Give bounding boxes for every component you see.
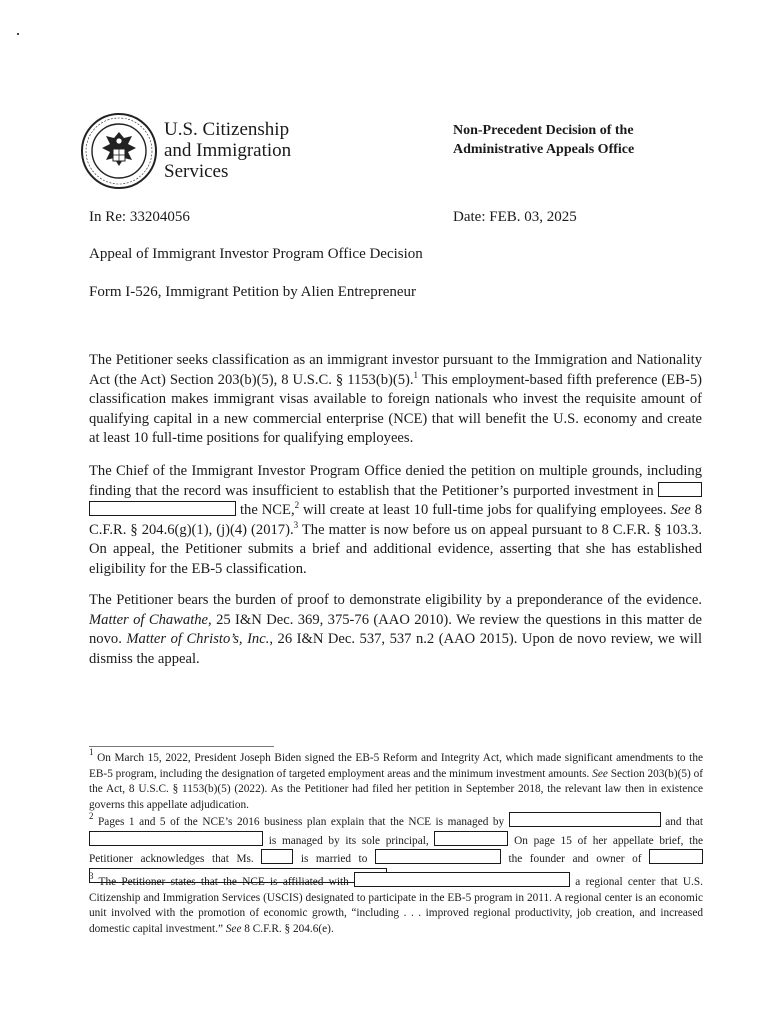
- footnote-number: 1: [89, 747, 94, 757]
- form-title: Form I-526, Immigrant Petition by Alien Entrepreneur: [89, 284, 417, 300]
- fn1-text-a: On March 15, 2022, President Joseph Biden signed the EB-5 Reform and Integrity Act, which made significant amendments to the EB-5 program, including the designation of targeted employment areas and the minimum investment amounts.: [89, 752, 703, 780]
- footnote-ref-2: 2: [294, 500, 300, 511]
- paragraph-3: [89, 591, 702, 669]
- fn3-text-b: a regional center that U.S. Citizenship and Immigration Services (USCIS) designated to participate in the EB-5 program in 2011. A regional center is an economic unit involved with the promotion of economic growth, “including . . . improved regional productivity, job creation, and increased domestic capital investment.”: [89, 876, 703, 935]
- redaction-box: [354, 872, 570, 887]
- redaction-box: [89, 831, 263, 846]
- appeal-subject: Appeal of Immigrant Investor Program Office Decision: [89, 246, 423, 262]
- footnote-ref-1: 1: [413, 369, 419, 380]
- p3-text-c: , 26 I&N Dec. 537, 537 n.2 (AAO 2015). Upon de novo review, we will dismiss the appeal.: [89, 631, 703, 667]
- redaction-box: [509, 812, 661, 827]
- paragraph-2: [89, 462, 702, 580]
- footnote-1: [89, 747, 704, 813]
- case-citation: Matter of Christo’s, Inc.: [126, 631, 270, 648]
- footnote-number: 2: [89, 811, 94, 821]
- fn1-text-b: Section 203(b)(5) of the Act, 8 U.S.C. § 1153(b)(5) (2022). As the Petitioner had filed her petition in September 2018, the relevant law then in existence governs this appellate adjudication.: [89, 767, 704, 811]
- redaction-box: [434, 831, 508, 846]
- footnote-number: 3: [89, 871, 94, 881]
- agency-line-3: Services: [164, 161, 229, 182]
- see-signal: See: [225, 922, 242, 935]
- p2-text-c: will create at least 10 full-time jobs for qualifying employees.: [299, 502, 667, 519]
- agency-line-1: U.S. Citizenship: [164, 119, 290, 140]
- p2-text-d: 8 C.F.R. § 204.6(g)(1), (j)(4) (2017).: [89, 502, 702, 538]
- fn2-text-f: the founder and owner of: [508, 853, 642, 866]
- case-citation: Matter of Chawathe: [89, 611, 209, 628]
- fn3-text-c: 8 C.F.R. § 204.6(e).: [241, 922, 334, 935]
- decision-type: [453, 121, 634, 159]
- p2-text-e: The matter is now before us on appeal pursuant to 8 C.F.R. § 103.3. On appeal, the Petitioner submits a brief and additional evidence, asserting that she has established eligibility for the EB-5 classification.: [89, 521, 702, 577]
- p1-text-a: The Petitioner seeks classification as an immigrant investor pursuant to the Immigration and Nationality Act (the Act) Section 203(b)(5), 8 U.S.C. § 1153(b)(5).: [89, 352, 702, 388]
- agency-name: [164, 119, 291, 182]
- fn2-text-d: On page 15 of her appellate brief, the Petitioner acknowledges that Ms.: [89, 834, 703, 866]
- redaction-box: [261, 849, 293, 864]
- footnote-3: [89, 872, 703, 937]
- p2-text-b: the NCE,: [239, 502, 295, 519]
- redaction-box: [649, 849, 703, 864]
- redaction-box: [89, 501, 236, 516]
- footnote-ref-3: 3: [293, 519, 299, 530]
- redaction-box: [658, 482, 702, 497]
- redaction-box: [375, 849, 501, 864]
- agency-line-2: and Immigration: [164, 140, 292, 161]
- paragraph-1: [89, 351, 702, 449]
- fn2-text-a: Pages 1 and 5 of the NCE’s 2016 business plan explain that the NCE is managed by: [93, 816, 505, 828]
- fn3-text-a: The Petitioner states that the NCE is affiliated with: [93, 876, 349, 888]
- see-signal: See: [592, 767, 608, 780]
- dhs-seal-icon: [80, 112, 158, 190]
- in-re: In Re: 33204056: [89, 209, 190, 225]
- p3-text-a: The Petitioner bears the burden of proof to demonstrate eligibility by a preponderance of the evidence.: [89, 592, 702, 608]
- footnote-divider: [89, 746, 274, 747]
- stray-mark: [17, 33, 19, 35]
- p3-text-b: , 25 I&N Dec. 369, 375-76 (AAO 2010). We review the questions in this matter de novo.: [89, 611, 703, 648]
- fn2-text-b: and that: [665, 816, 704, 828]
- fn2-text-e: is married to: [300, 853, 368, 866]
- see-signal: See: [670, 502, 691, 519]
- fn2-text-c: is managed by its sole principal,: [268, 834, 429, 847]
- p1-text-b: This employment-based fifth preference (EB-5) classification makes immigrant visas available to foreign nationals who invest the requisite amount of qualifying capital in a new commercial enterprise (NCE) that will benefit the U.S. economy and create at least 10 full-time positions for qualifying employees.: [89, 371, 702, 447]
- p2-text-a: The Chief of the Immigrant Investor Program Office denied the petition on multiple grounds, including finding that the record was insufficient to establish that the Petitioner’s purported investment in: [89, 463, 702, 499]
- decision-line-1: Non-Precedent Decision of the: [453, 123, 634, 138]
- decision-date: Date: FEB. 03, 2025: [453, 209, 577, 225]
- decision-line-2: Administrative Appeals Office: [453, 142, 635, 157]
